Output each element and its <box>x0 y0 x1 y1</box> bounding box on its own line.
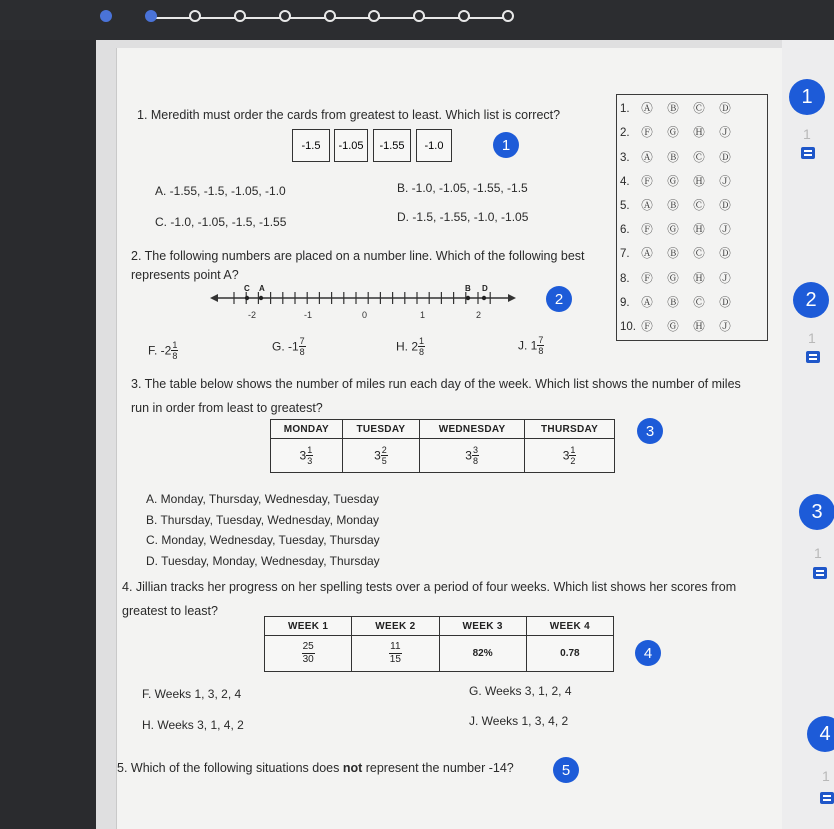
progress-step[interactable] <box>324 10 336 22</box>
progress-step[interactable] <box>413 10 425 22</box>
question-5-text: 5. Which of the following situations does not represent the number -14? <box>117 761 514 775</box>
answer-row-number: 1. <box>620 103 630 115</box>
table-cell: 3 $\frac{1}{2}$ <box>525 439 615 473</box>
progress-step[interactable] <box>502 10 514 22</box>
table-header: WEEK 1 <box>265 617 352 636</box>
answer-bubble[interactable]: Ⓕ <box>641 127 653 139</box>
question-4-marker[interactable]: 4 <box>635 640 661 666</box>
q3-option-c[interactable]: C. Monday, Wednesday, Tuesday, Thursday <box>146 533 380 547</box>
table-cell: 0.78 <box>526 636 613 672</box>
question-3-text: 3. The table below shows the number of miles run each day of the week. Which list shows the number of miles <box>131 377 741 391</box>
answer-bubble[interactable]: Ⓗ <box>693 127 705 139</box>
answer-bubble[interactable]: Ⓐ <box>641 200 653 212</box>
answer-row-number: 10. <box>620 321 636 333</box>
question-3-marker[interactable]: 3 <box>637 418 663 444</box>
question-4-text: 4. Jillian tracks her progress on her spelling tests over a period of four weeks. Which list shows her scores from <box>122 580 737 594</box>
miles-table <box>270 419 615 473</box>
answer-bubble[interactable]: Ⓖ <box>667 127 679 139</box>
answer-row <box>620 245 732 261</box>
point-c <box>245 296 249 300</box>
progress-step[interactable] <box>145 10 157 22</box>
progress-step[interactable] <box>279 10 291 22</box>
arrow-left-icon <box>210 294 218 302</box>
q4-option-g[interactable]: G. Weeks 3, 1, 2, 4 <box>469 684 572 698</box>
question-1-text: 1. Meredith must order the cards from greatest to least. Which list is correct? <box>137 108 561 122</box>
q3-option-d[interactable]: D. Tuesday, Monday, Wednesday, Thursday <box>146 554 380 568</box>
table-cell: 3 $\frac{2}{5}$ <box>342 439 419 473</box>
answer-bubble[interactable]: Ⓗ <box>693 176 705 188</box>
point-d <box>482 296 486 300</box>
question-3-text-cont: run in order from least to greatest? <box>131 401 323 415</box>
tick-label: 0 <box>362 310 368 320</box>
table-header: THURSDAY <box>525 420 615 439</box>
answer-bubble[interactable]: Ⓗ <box>693 273 705 285</box>
point-label: D <box>482 284 488 293</box>
q2-option-j[interactable]: J. 1 $\frac{7}{8}$ <box>518 335 544 356</box>
q1-option-a[interactable]: A. -1.55, -1.5, -1.05, -1.0 <box>155 184 286 198</box>
answer-row-number: 5. <box>620 200 630 212</box>
answer-row-number: 6. <box>620 224 630 236</box>
q2-option-g[interactable]: G. -1 $\frac{7}{8}$ <box>272 336 305 357</box>
answer-row <box>620 294 732 310</box>
progress-bar <box>0 0 834 40</box>
q2-option-f[interactable]: F. -2 $\frac{1}{8}$ <box>148 340 178 361</box>
answer-bubble[interactable]: Ⓓ <box>719 103 731 115</box>
answer-bubble[interactable]: Ⓒ <box>693 248 705 260</box>
number-card: -1.5 <box>292 129 330 162</box>
table-header: WEEK 4 <box>526 617 613 636</box>
sidebar-marker-2[interactable]: 2 <box>793 282 829 318</box>
answer-bubble[interactable]: Ⓖ <box>667 321 679 333</box>
answer-bubble[interactable]: Ⓙ <box>719 224 731 236</box>
progress-step[interactable] <box>234 10 246 22</box>
tick-label: -2 <box>248 310 257 320</box>
answer-row <box>620 270 732 286</box>
answer-bubble[interactable]: Ⓑ <box>667 297 679 309</box>
answer-row <box>620 124 732 140</box>
answer-row-number: 7. <box>620 248 630 260</box>
answer-bubble[interactable]: Ⓒ <box>693 297 705 309</box>
answer-row-number: 3. <box>620 152 630 164</box>
comment-icon[interactable] <box>806 351 820 363</box>
answer-row <box>620 149 732 165</box>
answer-bubble[interactable]: Ⓙ <box>719 321 731 333</box>
sidebar-marker-1[interactable]: 1 <box>789 79 825 115</box>
answer-bubble[interactable]: Ⓐ <box>641 152 653 164</box>
answer-row-number: 8. <box>620 273 630 285</box>
answer-bubble[interactable]: Ⓕ <box>641 224 653 236</box>
question-2-marker[interactable]: 2 <box>546 286 572 312</box>
number-card: -1.05 <box>334 129 368 162</box>
comment-count: 1 <box>814 545 822 561</box>
table-cell: $\frac{11}{15}$ <box>352 636 439 672</box>
question-4-text-cont: greatest to least? <box>122 604 218 618</box>
number-line <box>210 282 520 326</box>
answer-bubble[interactable]: Ⓐ <box>641 103 653 115</box>
question-2-text-cont: represents point A? <box>131 268 239 282</box>
table-header: MONDAY <box>271 420 343 439</box>
table-cell: 82% <box>439 636 526 672</box>
answer-bubble[interactable]: Ⓙ <box>719 176 731 188</box>
answer-row <box>620 221 732 237</box>
table-cell: 3 $\frac{3}{8}$ <box>420 439 525 473</box>
q4-option-h[interactable]: H. Weeks 3, 1, 4, 2 <box>142 718 244 732</box>
answer-bubble[interactable]: Ⓖ <box>667 176 679 188</box>
answer-bubble[interactable]: Ⓒ <box>693 103 705 115</box>
q3-option-b[interactable]: B. Thursday, Tuesday, Wednesday, Monday <box>146 513 380 527</box>
sidebar-marker-4[interactable]: 4 <box>807 716 834 752</box>
answer-bubble[interactable]: Ⓖ <box>667 273 679 285</box>
answer-bubble[interactable]: Ⓓ <box>719 297 731 309</box>
comment-count: 1 <box>803 126 811 142</box>
comment-count: 1 <box>808 330 816 346</box>
number-card: -1.0 <box>416 129 452 162</box>
q1-option-c[interactable]: C. -1.0, -1.05, -1.5, -1.55 <box>155 215 287 229</box>
answer-row-number: 4. <box>620 176 630 188</box>
answer-bubble[interactable]: Ⓕ <box>641 273 653 285</box>
point-b <box>466 296 470 300</box>
sidebar-marker-3[interactable]: 3 <box>799 494 834 530</box>
table-cell: $\frac{25}{30}$ <box>265 636 352 672</box>
answer-bubble[interactable]: Ⓓ <box>719 248 731 260</box>
q1-option-b[interactable]: B. -1.0, -1.05, -1.55, -1.5 <box>397 181 528 195</box>
answer-bubble[interactable]: Ⓓ <box>719 152 731 164</box>
answer-bubble[interactable]: Ⓑ <box>667 103 679 115</box>
answer-row <box>620 197 732 213</box>
answer-bubble[interactable]: Ⓓ <box>719 200 731 212</box>
question-1-marker[interactable]: 1 <box>493 132 519 158</box>
point-label: C <box>244 284 250 293</box>
tick-label: -1 <box>304 310 313 320</box>
table-header: WEEK 3 <box>439 617 526 636</box>
comment-icon[interactable] <box>820 792 834 804</box>
answer-bubble[interactable]: Ⓕ <box>641 321 653 333</box>
table-header: TUESDAY <box>342 420 419 439</box>
answer-bubble[interactable]: Ⓙ <box>719 273 731 285</box>
answer-row-number: 9. <box>620 297 630 309</box>
question-2-text: 2. The following numbers are placed on a number line. Which of the following best <box>131 249 585 263</box>
answer-bubble[interactable]: Ⓑ <box>667 200 679 212</box>
q4-option-j[interactable]: J. Weeks 1, 3, 4, 2 <box>469 714 569 728</box>
progress-step[interactable] <box>458 10 470 22</box>
answer-bubble[interactable]: Ⓗ <box>693 224 705 236</box>
progress-step[interactable] <box>368 10 380 22</box>
answer-row <box>620 318 732 334</box>
answer-bubble[interactable]: Ⓐ <box>641 297 653 309</box>
q2-option-h[interactable]: H. 2 $\frac{1}{8}$ <box>396 336 425 357</box>
point-a <box>259 296 263 300</box>
table-header: WEEK 2 <box>352 617 439 636</box>
progress-step[interactable] <box>189 10 201 22</box>
comment-icon[interactable] <box>813 567 827 579</box>
answer-bubble[interactable]: Ⓒ <box>693 152 705 164</box>
q4-option-f[interactable]: F. Weeks 1, 3, 2, 4 <box>142 687 242 701</box>
answer-row-number: 2. <box>620 127 630 139</box>
answer-row <box>620 100 732 116</box>
answer-bubble[interactable]: Ⓙ <box>719 127 731 139</box>
point-label: A <box>259 284 265 293</box>
answer-bubble[interactable]: Ⓑ <box>667 152 679 164</box>
arrow-right-icon <box>508 294 516 302</box>
tick-label: 2 <box>476 310 482 320</box>
answer-bubble[interactable]: Ⓕ <box>641 176 653 188</box>
answer-bubble[interactable]: Ⓑ <box>667 248 679 260</box>
tick-label: 1 <box>420 310 426 320</box>
answer-bubble[interactable]: Ⓒ <box>693 200 705 212</box>
answer-bubble[interactable]: Ⓐ <box>641 248 653 260</box>
scores-table <box>264 616 614 672</box>
point-label: B <box>465 284 471 293</box>
question-5-marker[interactable]: 5 <box>553 757 579 783</box>
progress-step[interactable] <box>100 10 112 22</box>
comment-icon[interactable] <box>801 147 815 159</box>
answer-bubble[interactable]: Ⓗ <box>693 321 705 333</box>
comment-count: 1 <box>822 768 830 784</box>
table-cell: 3 $\frac{1}{3}$ <box>271 439 343 473</box>
q3-option-a[interactable]: A. Monday, Thursday, Wednesday, Tuesday <box>146 492 380 506</box>
table-header: WEDNESDAY <box>420 420 525 439</box>
answer-bubble[interactable]: Ⓖ <box>667 224 679 236</box>
number-card: -1.55 <box>373 129 411 162</box>
q1-option-d[interactable]: D. -1.5, -1.55, -1.0, -1.05 <box>397 210 529 224</box>
answer-row <box>620 173 732 189</box>
